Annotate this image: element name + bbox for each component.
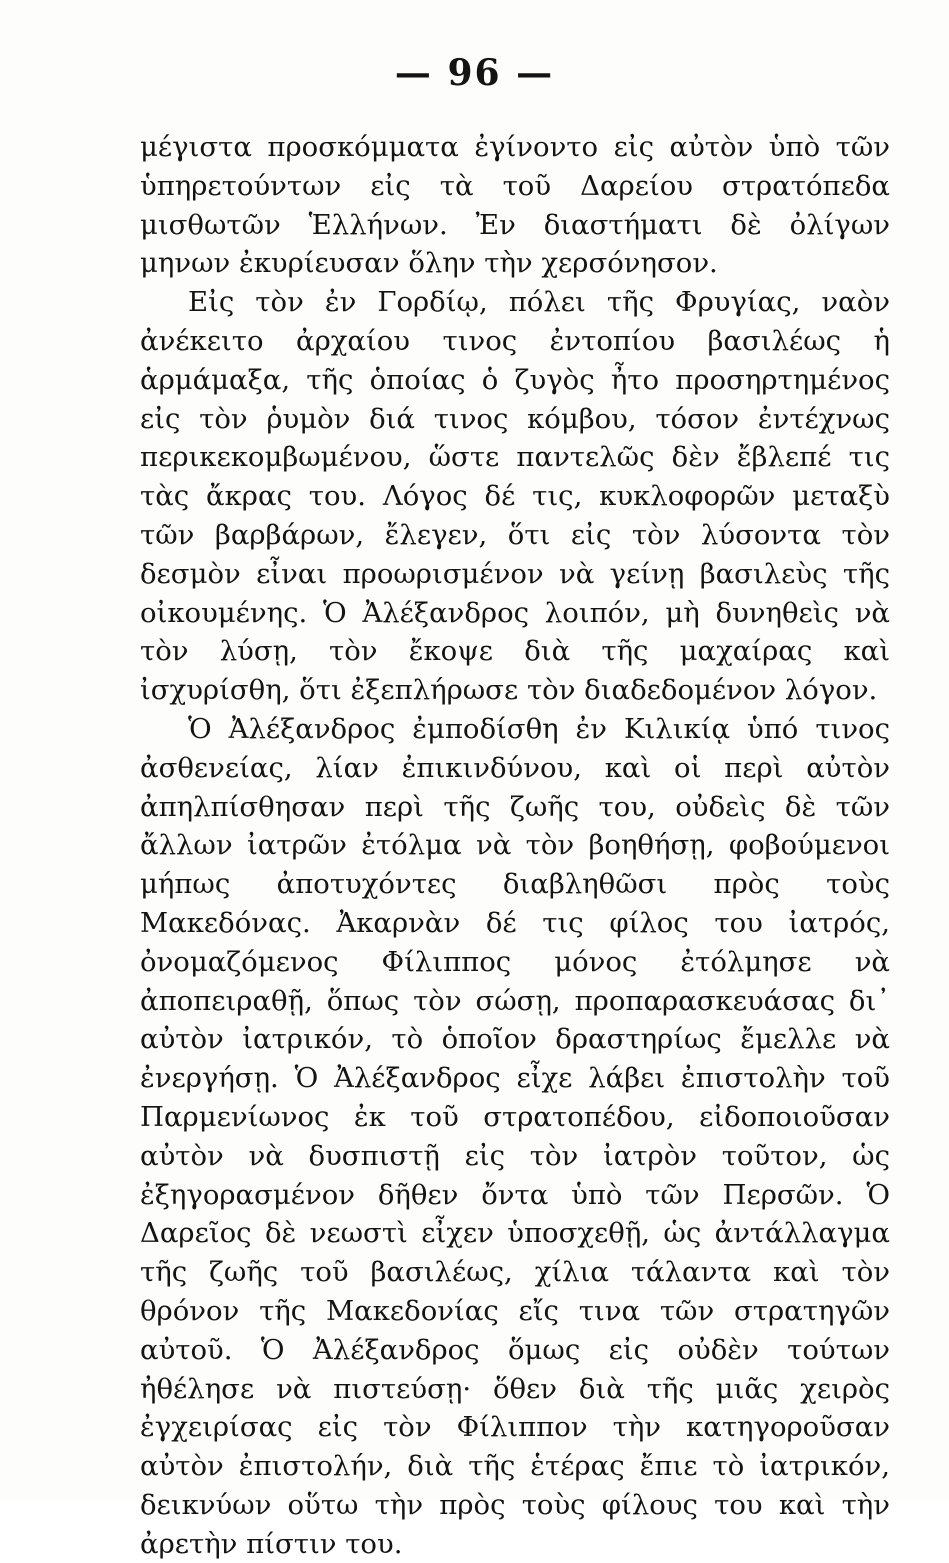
paragraph-3: Ὁ Ἀλέξανδρος ἐμποδίσθη ἐν Κιλικίᾳ ὑπό τινος ἀσθενείας, λίαν ἐπικινδύνου, καὶ οἱ περὶ αὐτὸν ἀπηλπίσθησαν περὶ τῆς ζωῆς του, οὐδεὶς δὲ τῶν ἄλλων ἰατρῶν ἐτόλμα νὰ τὸν βοηθήσῃ, φοβούμενοι μήπως ἀποτυχόντες διαβληθῶσι πρὸς τοὺς Μακεδόνας. Ἀκαρνὰν δέ τις φίλος του ἰατρός, ὀνομαζόμενος Φίλιππος μόνος ἐτόλμησε νὰ ἀποπειραθῇ, ὅπως τὸν σώσῃ, προπαρασκευάσας δι᾽ αὐτὸν ἰατρικόν, τὸ ὁποῖον δραστηρίως ἔμελλε νὰ ἐνεργήσῃ. Ὁ Ἀλέξανδρος εἶχε λάβει ἐπιστολὴν τοῦ Παρμενίωνος ἐκ τοῦ στρατοπέδου, εἰδοποιοῦσαν αὐτὸν νὰ δυσπιστῇ εἰς τὸν ἰατρὸν τοῦτον, ὡς ἐξηγορασμένον δῆθεν ὄντα ὑπὸ τῶν Περσῶν. Ὁ Δαρεῖος δὲ νεωστὶ εἶχεν ὑποσχεθῇ, ὡς ἀντάλλαγμα τῆς ζωῆς τοῦ βασιλέως, χίλια τάλαντα καὶ τὸν θρόνον τῆς Μακεδονίας εἴς τινα τῶν στρατηγῶν αὐτοῦ. Ὁ Ἀλέξανδρος ὅμως εἰς οὐδὲν τούτων ἠθέλησε νὰ πιστεύσῃ· ὅθεν διὰ τῆς μιᾶς χειρὸς ἐγχειρίσας εἰς τὸν Φίλιππον τὴν κατηγοροῦσαν αὐτὸν ἐπιστολήν, διὰ τῆς ἑτέρας ἔπιε τὸ ἰατρικόν, δεικνύων οὕτω τὴν πρὸς τοὺς φίλους του καὶ τὴν ἀρετὴν πίστιν του. (140, 712, 890, 1560)
page-number: — 96 — (394, 52, 555, 94)
paragraph-1: μέγιστα προσκόμματα ἐγίνοντο εἰς αὐτὸν ὑπὸ τῶν ὑπηρετούντων εἰς τὰ τοῦ Δαρείου στρατόπεδα μισθωτῶν Ἑλλήνων. Ἐν διαστήματι δὲ ὀλίγων μηνων ἐκυρίευσαν ὅλην τὴν χερσόνησον. (140, 131, 890, 280)
body-text (140, 128, 890, 1563)
paragraph-2: Εἰς τὸν ἐν Γορδίῳ, πόλει τῆς Φρυγίας, ναὸν ἀνέκειτο ἀρχαίου τινος ἐντοπίου βασιλέως ἡ ἁρμάμαξα, τῆς ὁποίας ὁ ζυγὸς ἦτο προσηρτημένος εἰς τὸν ῥυμὸν διά τινος κόμβου, τόσον ἐντέχνως περικεκομβωμένου, ὥστε παντελῶς δὲν ἔβλεπέ τις τὰς ἄκρας του. Λόγος δέ τις, κυκλοφορῶν μεταξὺ τῶν βαρβάρων, ἔλεγεν, ὅτι εἰς τὸν λύσοντα τὸν δεσμὸν εἶναι προωρισμένον νὰ γείνῃ βασιλεὺς τῆς οἰκουμένης. Ὁ Ἀλέξανδρος λοιπόν, μὴ δυνηθεὶς νὰ τὸν λύσῃ, τὸν ἔκοψε διὰ τῆς μαχαίρας καὶ ἰσχυρίσθη, ὅτι ἐξεπλήρωσε τὸν διαδεδομένον λόγον. (140, 286, 890, 707)
